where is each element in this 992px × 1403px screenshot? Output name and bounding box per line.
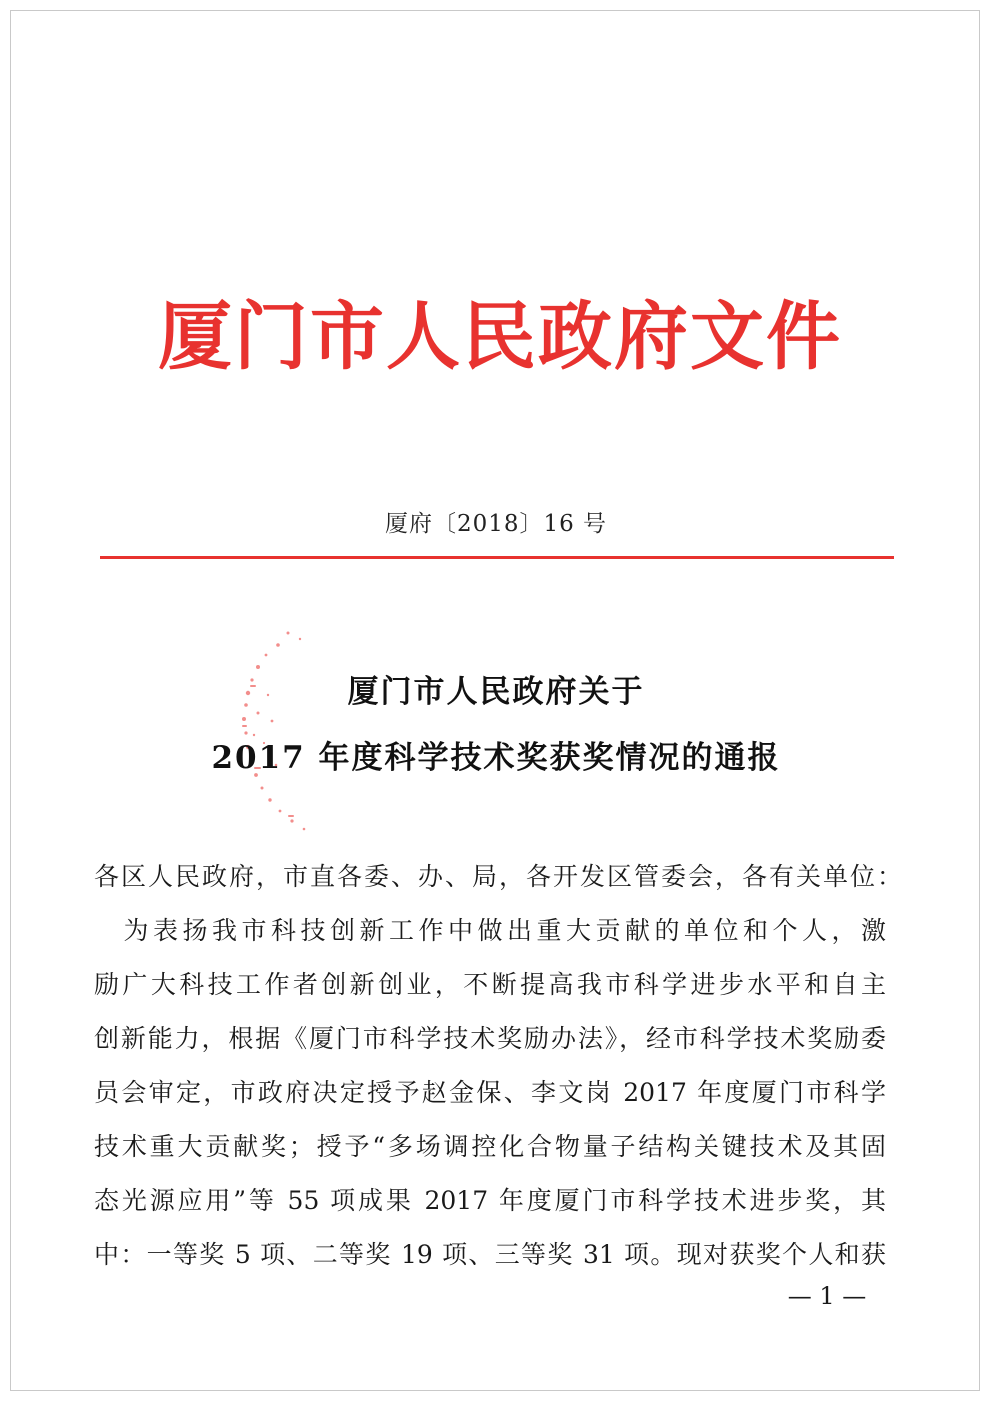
red-divider-line — [100, 556, 894, 559]
body-text-line: 励广大科技工作者创新创业，不断提高我市科学进步水平和自主 — [94, 970, 886, 999]
notice-title-line-1: 厦门市人民政府关于 — [347, 674, 645, 710]
body-text-line: 技术重大贡献奖；授予“多场调控化合物量子结构关键技术及其固 — [94, 1132, 886, 1161]
page-number: — 1 — — [787, 1282, 867, 1310]
body-text-line: 态光源应用”等 55 项成果 2017 年度厦门市科学技术进步奖，其 — [94, 1186, 886, 1215]
addressee-line: 各区人民政府，市直各委、办、局，各开发区管委会，各有关单位： — [94, 862, 905, 891]
body-text-line: 中：一等奖 5 项、二等奖 19 项、三等奖 31 项。现对获奖个人和获 — [94, 1240, 886, 1269]
document-number: 厦府〔2018〕16 号 — [384, 511, 608, 537]
body-text-line: 员会审定，市政府决定授予赵金保、李文岗 2017 年度厦门市科学 — [94, 1078, 886, 1107]
body-text-line: 创新能力，根据《厦门市科学技术奖励办法》，经市科学技术奖励委 — [94, 1024, 886, 1053]
notice-title-line-2: 2017 年度科学技术奖获奖情况的通报 — [211, 740, 781, 776]
document-header-title: 厦门市人民政府文件 — [158, 294, 842, 380]
body-text-line: 为表扬我市科技创新工作中做出重大贡献的单位和个人，激 — [94, 916, 886, 945]
